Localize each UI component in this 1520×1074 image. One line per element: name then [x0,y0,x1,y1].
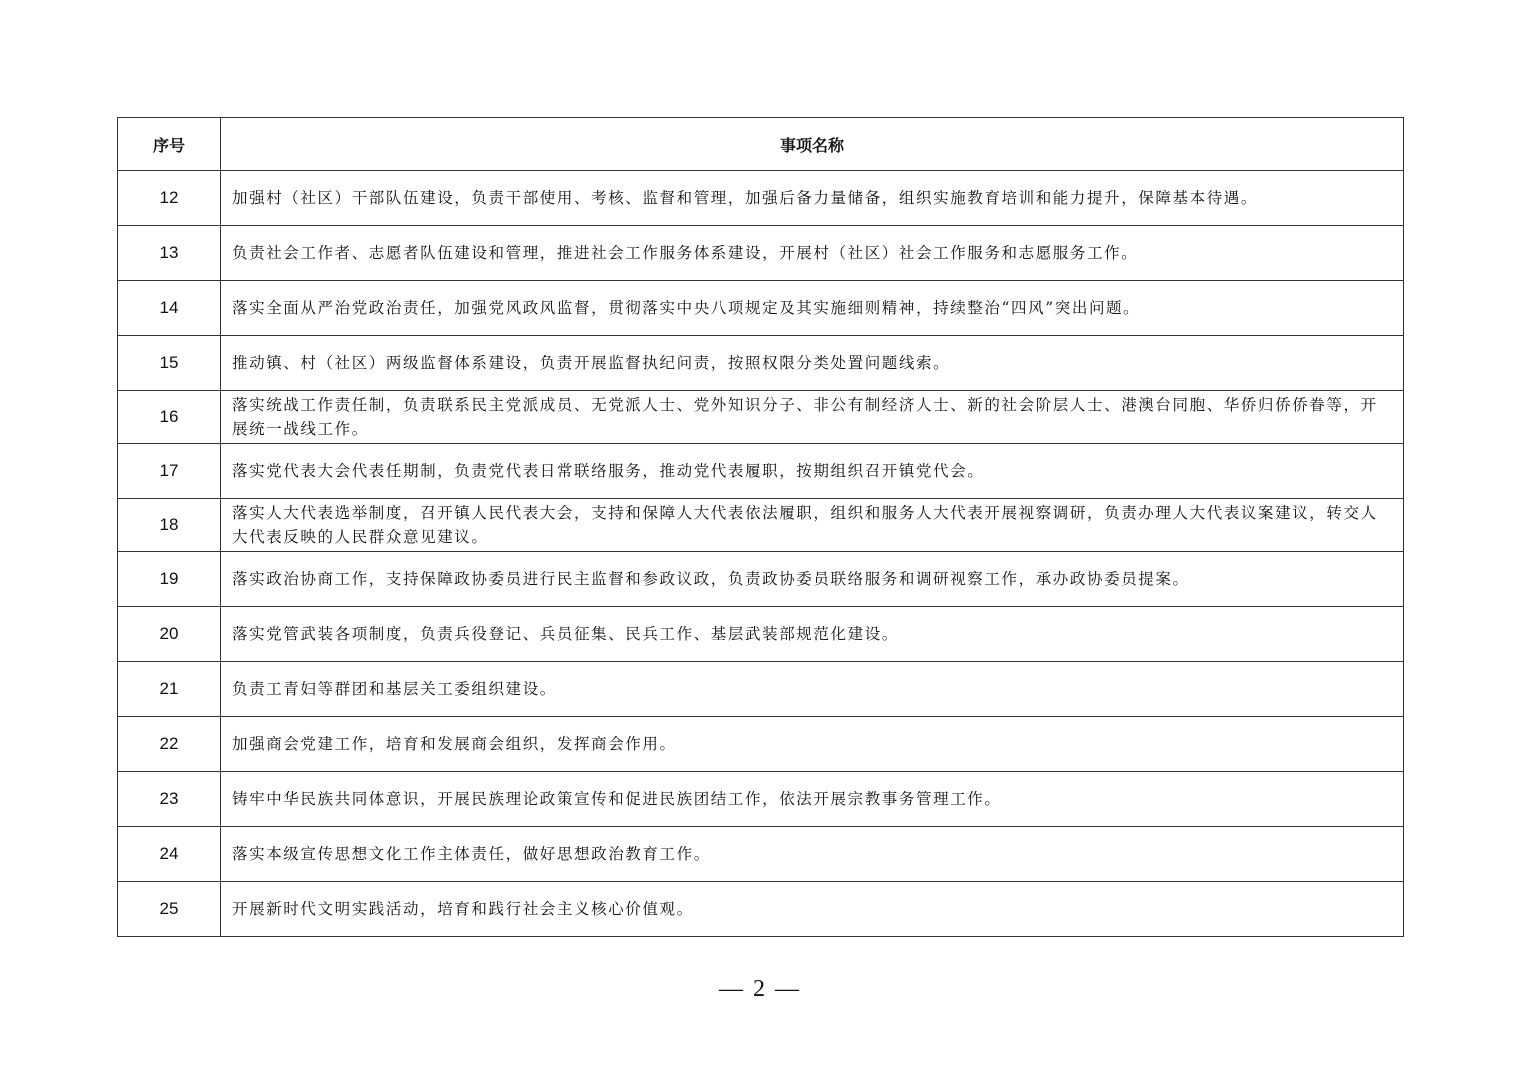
row-number: 22 [118,717,221,772]
row-name: 落实人大代表选举制度，召开镇人民代表大会，支持和保障人大代表依法履职，组织和服务人大代表开展视察调研，负责办理人大代表议案建议，转交人大代表反映的人民群众意见建议。 [221,499,1404,552]
row-number: 13 [118,226,221,281]
row-name: 落实本级宣传思想文化工作主体责任，做好思想政治教育工作。 [221,827,1404,882]
row-number: 12 [118,171,221,226]
items-table [117,117,1404,937]
row-name: 落实党代表大会代表任期制，负责党代表日常联络服务，推动党代表履职，按期组织召开镇党代会。 [221,444,1404,499]
row-name: 落实统战工作责任制，负责联系民主党派成员、无党派人士、党外知识分子、非公有制经济人士、新的社会阶层人士、港澳台同胞、华侨归侨侨眷等，开展统一战线工作。 [221,391,1404,444]
row-name: 落实党管武装各项制度，负责兵役登记、兵员征集、民兵工作、基层武装部规范化建设。 [221,607,1404,662]
table-row [118,552,1404,607]
row-name: 负责社会工作者、志愿者队伍建设和管理，推进社会工作服务体系建设，开展村（社区）社会工作服务和志愿服务工作。 [221,226,1404,281]
row-name: 加强村（社区）干部队伍建设，负责干部使用、考核、监督和管理，加强后备力量储备，组织实施教育培训和能力提升，保障基本待遇。 [221,171,1404,226]
header-name: 事项名称 [221,118,1404,171]
table-row [118,662,1404,717]
page-number: — 2 — [719,976,801,1002]
table-row [118,882,1404,937]
table-row [118,499,1404,552]
table-row [118,444,1404,499]
row-number: 18 [118,499,221,552]
row-name: 铸牢中华民族共同体意识，开展民族理论政策宣传和促进民族团结工作，依法开展宗教事务管理工作。 [221,772,1404,827]
row-name: 落实全面从严治党政治责任，加强党风政风监督，贯彻落实中央八项规定及其实施细则精神，持续整治“四风”突出问题。 [221,281,1404,336]
table-row [118,171,1404,226]
row-number: 20 [118,607,221,662]
row-name: 落实政治协商工作，支持保障政协委员进行民主监督和参政议政，负责政协委员联络服务和调研视察工作，承办政协委员提案。 [221,552,1404,607]
table-row [118,827,1404,882]
row-number: 14 [118,281,221,336]
row-number: 16 [118,391,221,444]
table-row [118,281,1404,336]
row-number: 25 [118,882,221,937]
row-number: 23 [118,772,221,827]
row-number: 15 [118,336,221,391]
row-name: 加强商会党建工作，培育和发展商会组织，发挥商会作用。 [221,717,1404,772]
table-row [118,717,1404,772]
table-row [118,772,1404,827]
row-number: 17 [118,444,221,499]
table-row [118,391,1404,444]
table-row [118,336,1404,391]
table-row [118,226,1404,281]
table-row [118,607,1404,662]
row-name: 推动镇、村（社区）两级监督体系建设，负责开展监督执纪问责，按照权限分类处置问题线索。 [221,336,1404,391]
header-number: 序号 [118,118,221,171]
row-number: 24 [118,827,221,882]
row-number: 19 [118,552,221,607]
row-name: 负责工青妇等群团和基层关工委组织建设。 [221,662,1404,717]
row-number: 21 [118,662,221,717]
table-header-row [118,118,1404,171]
row-name: 开展新时代文明实践活动，培育和践行社会主义核心价值观。 [221,882,1404,937]
